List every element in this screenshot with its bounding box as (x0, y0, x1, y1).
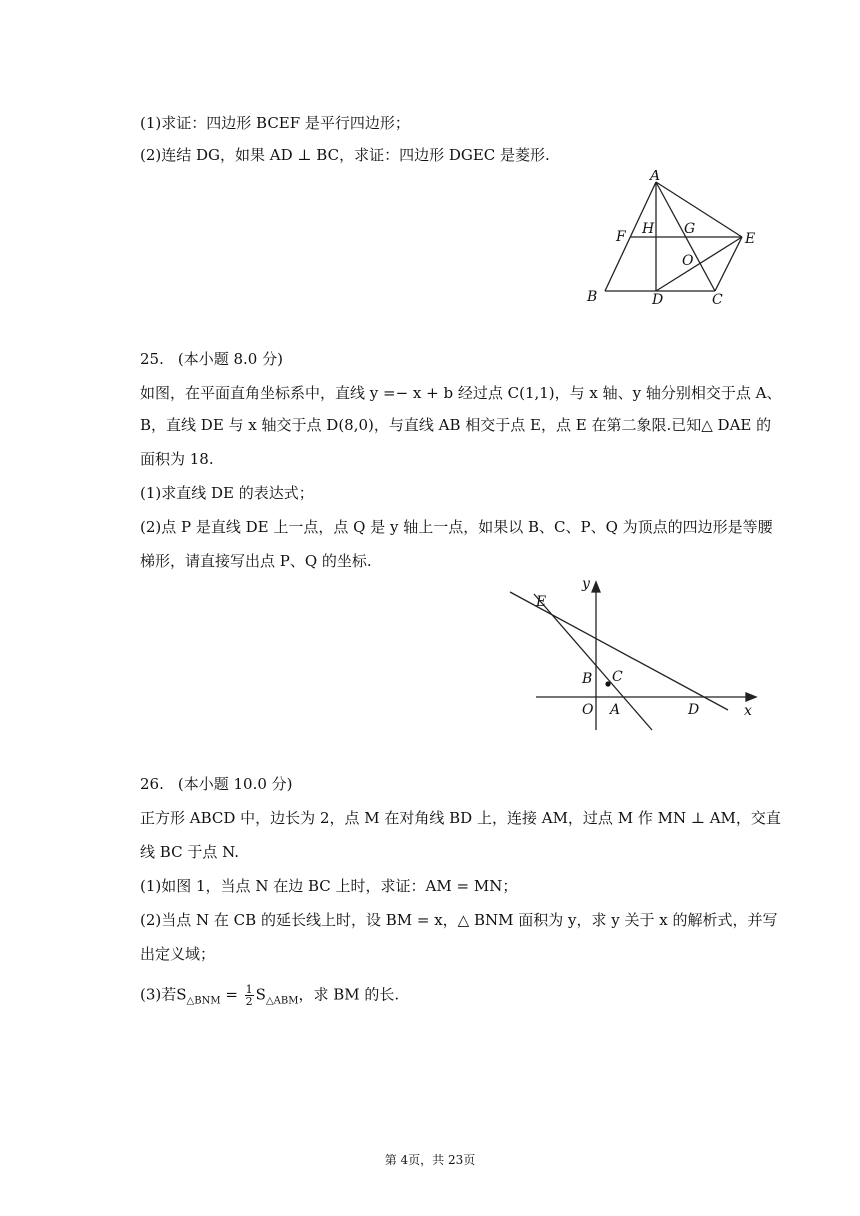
label-D: D (652, 292, 664, 308)
fraction-one-half (245, 984, 254, 1007)
x-axis-arrow (746, 693, 756, 701)
q26-part3 (140, 984, 399, 1012)
page-footer: 第 4页，共 23页 (384, 1153, 476, 1167)
label-y: y (582, 576, 590, 592)
q24-part1: (1)求证：四边形 BCEF 是平行四边形； (140, 114, 410, 132)
q26-part1: (1)如图 1，当点 N 在边 BC 上时，求证：AM = MN； (140, 877, 518, 895)
q26-points: (本小题 10.0 分) (177, 775, 293, 793)
q26-part3-sub1: △BNM (186, 995, 221, 1007)
figure-coordinate-plane (500, 570, 770, 740)
q25-part2b: 梯形，请直接写出点 P、Q 的坐标. (140, 552, 372, 570)
label-A: A (650, 170, 661, 184)
q25-part1: (1)求直线 DE 的表达式； (140, 484, 314, 502)
q25-part2a: (2)点 P 是直线 DE 上一点，点 Q 是 y 轴上一点，如果以 B、C、P、Q 为顶点的四边形是等腰 (140, 518, 773, 536)
label-A: A (610, 702, 621, 718)
y-axis-arrow (592, 582, 600, 592)
q26-line2: 线 BC 于点 N. (140, 843, 240, 861)
label-C: C (612, 669, 623, 685)
q26-part3-s: S (255, 985, 266, 1004)
q26-number: 26. (140, 775, 164, 793)
label-F: F (616, 229, 626, 245)
q25-line1: 如图，在平面直角坐标系中，直线 y =− x + b 经过点 C(1,1)，与 x 轴、y 轴分别相交于点 A、 (140, 384, 782, 402)
q26-part3-prefix: (3)若S (140, 985, 187, 1004)
label-O: O (582, 702, 594, 718)
point-c (605, 681, 610, 686)
label-G: G (684, 221, 696, 237)
label-E: E (745, 231, 756, 247)
q25-line2: B，直线 DE 与 x 轴交于点 D(8,0)，与直线 AB 相交于点 E，点 E 在第二象限.已知△ DAE 的 (140, 416, 772, 434)
label-B: B (582, 671, 593, 687)
label-O: O (682, 253, 694, 269)
q26-header (140, 774, 293, 794)
segment-ae (656, 182, 742, 237)
q26-part3-eq: = (220, 985, 243, 1004)
q25-points: (本小题 8.0 分) (177, 350, 283, 368)
fraction-numerator: 1 (245, 983, 253, 996)
label-B: B (587, 289, 598, 305)
label-x: x (744, 703, 752, 719)
fraction-denominator: 2 (245, 995, 253, 1008)
label-H: H (642, 221, 655, 237)
q25-number: 25. (140, 350, 164, 368)
label-E: E (536, 594, 547, 610)
q25-line3: 面积为 18. (140, 450, 214, 468)
q26-part2a: (2)当点 N 在 CB 的延长线上时，设 BM = x，△ BNM 面积为 y，求 y 关于 x 的解析式，并写 (140, 911, 778, 929)
label-C: C (712, 292, 723, 308)
q26-part2b: 出定义域； (140, 945, 216, 963)
q26-line1: 正方形 ABCD 中，边长为 2，点 M 在对角线 BD 上，连接 AM，过点 M 作 MN ⊥ AM，交直 (140, 809, 781, 827)
q25-header (140, 349, 283, 369)
q26-part3-sub2: △ABM (265, 995, 299, 1007)
figure-parallelogram (580, 170, 770, 310)
label-D: D (688, 702, 700, 718)
q24-part2: (2)连结 DG，如果 AD ⊥ BC，求证：四边形 DGEC 是菱形. (140, 146, 550, 164)
q26-part3-suffix: ，求 BM 的长. (298, 985, 400, 1004)
